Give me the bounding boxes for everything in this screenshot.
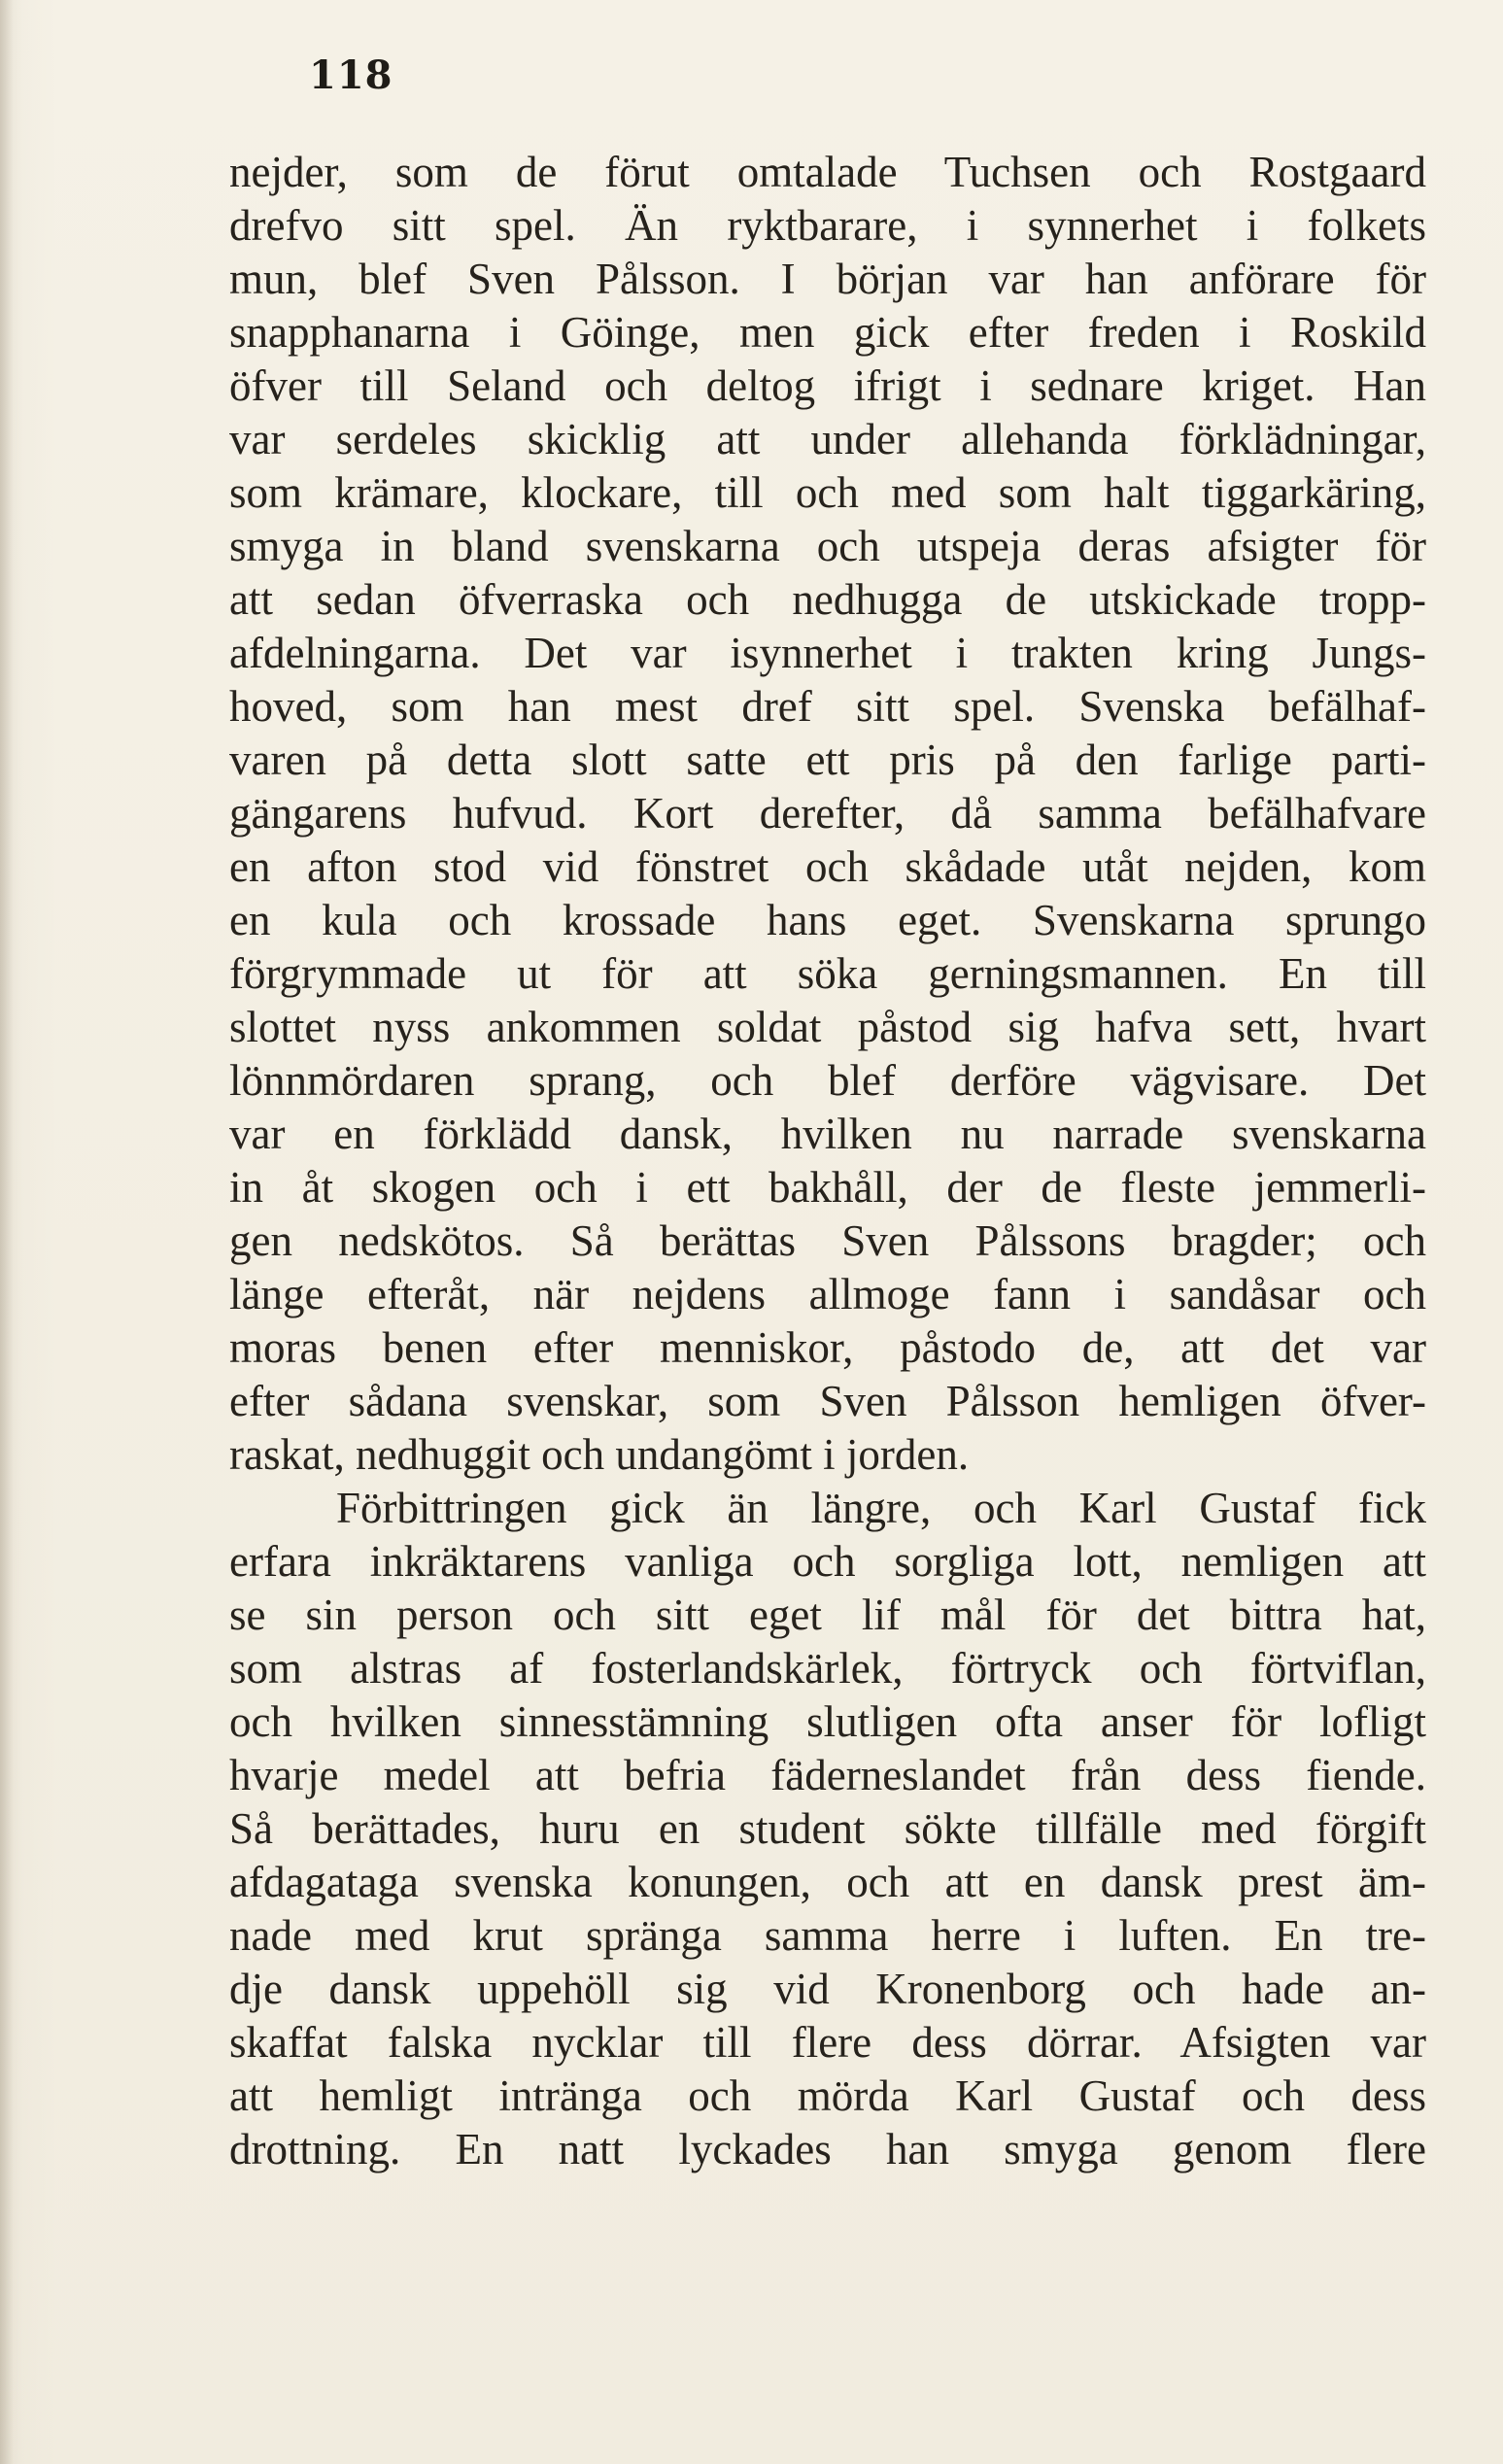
text-line: drottning. En natt lyckades han smyga genom flere [229,2125,1426,2173]
text-line: smyga in bland svenskarna och utspeja deras afsigter för [229,522,1426,570]
text-line: in åt skogen och i ett bakhåll, der de fleste jemmerli- [229,1163,1426,1212]
text-line: var en förklädd dansk, hvilken nu narrade svenskarna [229,1110,1426,1158]
text-line: raskat, nedhuggit och undangömt i jorden. [229,1430,970,1479]
text-line: nejder, som de förut omtalade Tuchsen och Rostgaard [229,148,1426,196]
text-line: hoved, som han mest dref sitt spel. Svenska befälhaf- [229,682,1426,731]
text-line: att hemligt intränga och mörda Karl Gustaf och dess [229,2071,1426,2120]
text-line: att sedan öfverraska och nedhugga de utskickade tropp- [229,575,1426,624]
text-line: varen på detta slott satte ett pris på den farlige parti- [229,736,1426,784]
text-line: en kula och krossade hans eget. Svenskarna sprungo [229,896,1426,944]
text-line: Så berättades, huru en student sökte tillfälle med förgift [229,1804,1426,1853]
text-line: moras benen efter menniskor, påstodo de, att det var [229,1323,1426,1372]
text-line: gängarens hufvud. Kort derefter, då samma befälhafvare [229,789,1426,838]
text-line: som alstras af fosterlandskärlek, förtryck och förtviflan, [229,1644,1426,1693]
text-line: drefvo sitt spel. Än ryktbarare, i synnerhet i folkets [229,201,1426,250]
binding-edge [0,0,14,2464]
text-line: efter sådana svenskar, som Sven Pålsson hemligen öfver- [229,1377,1426,1425]
text-line: erfara inkräktarens vanliga och sorgliga lott, nemligen att [229,1537,1426,1586]
text-line: och hvilken sinnesstämning slutligen ofta anser för lofligt [229,1697,1426,1746]
text-line: förgrymmade ut för att söka gerningsmannen. En till [229,949,1426,998]
text-line: öfver till Seland och deltog ifrigt i sednare kriget. Han [229,361,1426,410]
text-line: nade med krut spränga samma herre i luften. En tre- [229,1911,1426,1960]
text-line: en afton stod vid fönstret och skådade utåt nejden, kom [229,842,1426,891]
page-number: 118 [309,52,393,98]
text-line: afdagataga svenska konungen, och att en dansk prest äm- [229,1858,1426,1906]
text-line: dje dansk uppehöll sig vid Kronenborg och hade an- [229,1965,1426,2013]
text-line: snapphanarna i Göinge, men gick efter freden i Roskild [229,308,1426,357]
text-line: var serdeles skicklig att under allehanda förklädningar, [229,415,1426,463]
text-line: afdelningarna. Det var isynnerhet i trakten kring Jungs- [229,629,1426,677]
text-line: lönnmördaren sprang, och blef derföre vägvisare. Det [229,1056,1426,1105]
text-line: gen nedskötos. Så berättas Sven Pålssons bragder; och [229,1216,1426,1265]
text-line: länge efteråt, när nejdens allmoge fann i sandåsar och [229,1270,1426,1318]
text-line: mun, blef Sven Pålsson. I början var han anförare för [229,255,1426,303]
text-line: se sin person och sitt eget lif mål för det bittra hat, [229,1591,1426,1639]
body-text [229,146,1426,2176]
text-line: som krämare, klockare, till och med som halt tiggarkäring, [229,468,1426,517]
text-line: skaffat falska nycklar till flere dess dörrar. Afsigten var [229,2018,1426,2067]
paragraph-start-line: Förbittringen gick än längre, och Karl Gustaf fick [336,1484,1426,1532]
text-line: slottet nyss ankommen soldat påstod sig hafva sett, hvart [229,1003,1426,1051]
text-line: hvarje medel att befria fäderneslandet från dess fiende. [229,1751,1426,1799]
